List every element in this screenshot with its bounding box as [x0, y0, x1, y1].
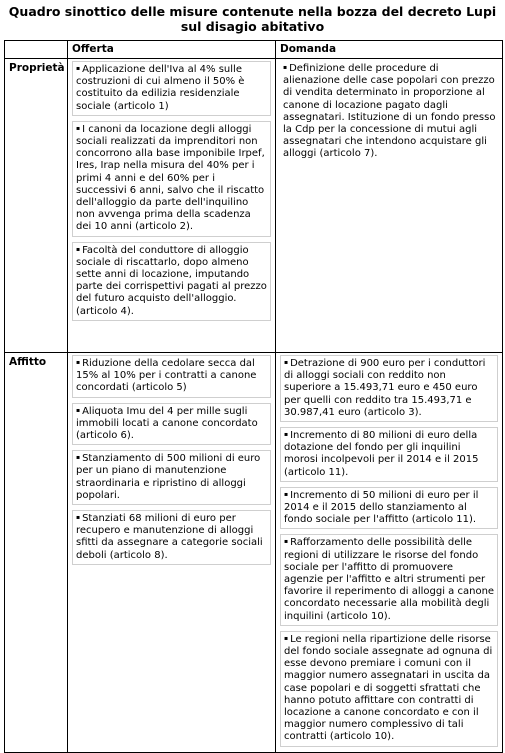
- bullet-icon: ▪: [76, 65, 81, 72]
- header-offerta: Offerta: [68, 41, 276, 59]
- cell-affitto-domanda: [276, 353, 503, 753]
- list-item: ▪ Applicazione dell'Iva al 4% sulle costruzioni di cui almeno il 50% è costituito da edilizia residenziale sociale (articolo 1): [72, 61, 271, 116]
- bullet-icon: ▪: [76, 406, 81, 414]
- bullet-icon: ▪: [76, 124, 81, 132]
- list-item: ▪ Le regioni nella ripartizione delle risorse del fondo sociale assegnate ad ognuna di esse devono premiare i comuni con il maggior numero assegnatari in uscita da case popolari e di soggetti sfrattati che hanno potuto affittare con contratti di locazione a canone concordato e con il maggior numero complessivo di tali contratti (articolo 10).: [280, 631, 498, 747]
- header-empty: [5, 41, 68, 59]
- bullet-icon: ▪: [76, 514, 81, 522]
- bullet-icon: ▪: [283, 64, 288, 71]
- bullet-icon: ▪: [284, 538, 289, 546]
- title-line-2: sul disagio abitativo: [180, 19, 325, 34]
- bullet-icon: ▪: [284, 359, 289, 366]
- cell-affitto-offerta: [68, 353, 276, 753]
- list-item: ▪ Stanziati 68 milioni di euro per recupero e manutenzione di alloggi sfitti da assegnare a categorie sociali deboli (articolo 8).: [72, 510, 271, 565]
- list-item: ▪ Detrazione di 900 euro per i conduttori di alloggi sociali con reddito non superiore a 15.493,71 euro e 450 euro per quelli con reddito tra 15.493,71 e 30.987,41 euro (articolo 3).: [280, 355, 498, 422]
- cell-proprieta-offerta: [68, 59, 276, 353]
- bullet-icon: ▪: [284, 490, 289, 498]
- list-item: ▪ Incremento di 50 milioni di euro per il 2014 e il 2015 dello stanziamento al fondo sociale per l'affitto (articolo 11).: [280, 487, 498, 530]
- bullet-icon: ▪: [76, 454, 81, 462]
- bullet-icon: ▪: [76, 245, 81, 253]
- list-item: ▪ Aliquota Imu del 4 per mille sugli immobili locati a canone concordato (articolo 6).: [72, 403, 271, 446]
- row-label-affitto: Affitto: [5, 353, 68, 753]
- bullet-icon: ▪: [76, 359, 81, 366]
- list-item: ▪ Definizione delle procedure di alienazione delle case popolari con prezzo di vendita determinato in proporzione al canone di locazione pagato dagli assegnatari. Istituzione di un fondo presso la Cdp per la concessione di mutui agli assegnatari che intendono acquistare gli alloggi (articolo 7).: [283, 63, 496, 160]
- bullet-icon: ▪: [284, 634, 289, 642]
- cell-proprieta-domanda: [276, 59, 503, 353]
- row-label-proprieta: Proprietà: [5, 59, 68, 353]
- title-line-1: Quadro sinottico delle misure contenute nella bozza del decreto Lupi: [8, 4, 497, 19]
- list-item: ▪ Riduzione della cedolare secca dal 15% al 10% per i contratti a canone concordati (articolo 5): [72, 355, 271, 398]
- row-affitto: [5, 353, 503, 753]
- document-title: [0, 4, 505, 34]
- row-proprieta: [5, 59, 503, 353]
- list-item: ▪ I canoni da locazione degli alloggi sociali realizzati da imprenditori non concorrono alla base imponibile Irpef, Ires, Irap nella misura del 40% per i primi 4 anni e del 60% per i successivi 6 anni, salvo che il riscatto dell'alloggio da parte dell'inquilino non avvenga prima della scadenza dei 10 anni (articolo 2).: [72, 121, 271, 237]
- header-domanda: Domanda: [276, 41, 503, 59]
- list-item: ▪ Rafforzamento delle possibilità delle regioni di utilizzare le risorse del fondo sociale per l'affitto di promuovere agenzie per l'affitto e altri strumenti per favorire il reperimento di alloggi a canone concordato necessarie alla mobilità degli inquilini (articolo 10).: [280, 534, 498, 625]
- list-item: ▪ Facoltà del conduttore di alloggio sociale di riscattarlo, dopo almeno sette anni di locazione, imputando parte dei corrispettivi pagati al prezzo del futuro acquisto dell'alloggio. (articolo 4).: [72, 242, 271, 321]
- synoptic-table: [4, 40, 503, 753]
- list-item: ▪ Incremento di 80 milioni di euro della dotazione del fondo per gli inquilini morosi incolpevoli per il 2014 e il 2015 (articolo 11).: [280, 427, 498, 482]
- header-row: [5, 41, 503, 59]
- list-item: ▪ Stanziamento di 500 milioni di euro per un piano di manutenzione straordinaria e ripristino di alloggi popolari.: [72, 450, 271, 505]
- bullet-icon: ▪: [284, 431, 289, 439]
